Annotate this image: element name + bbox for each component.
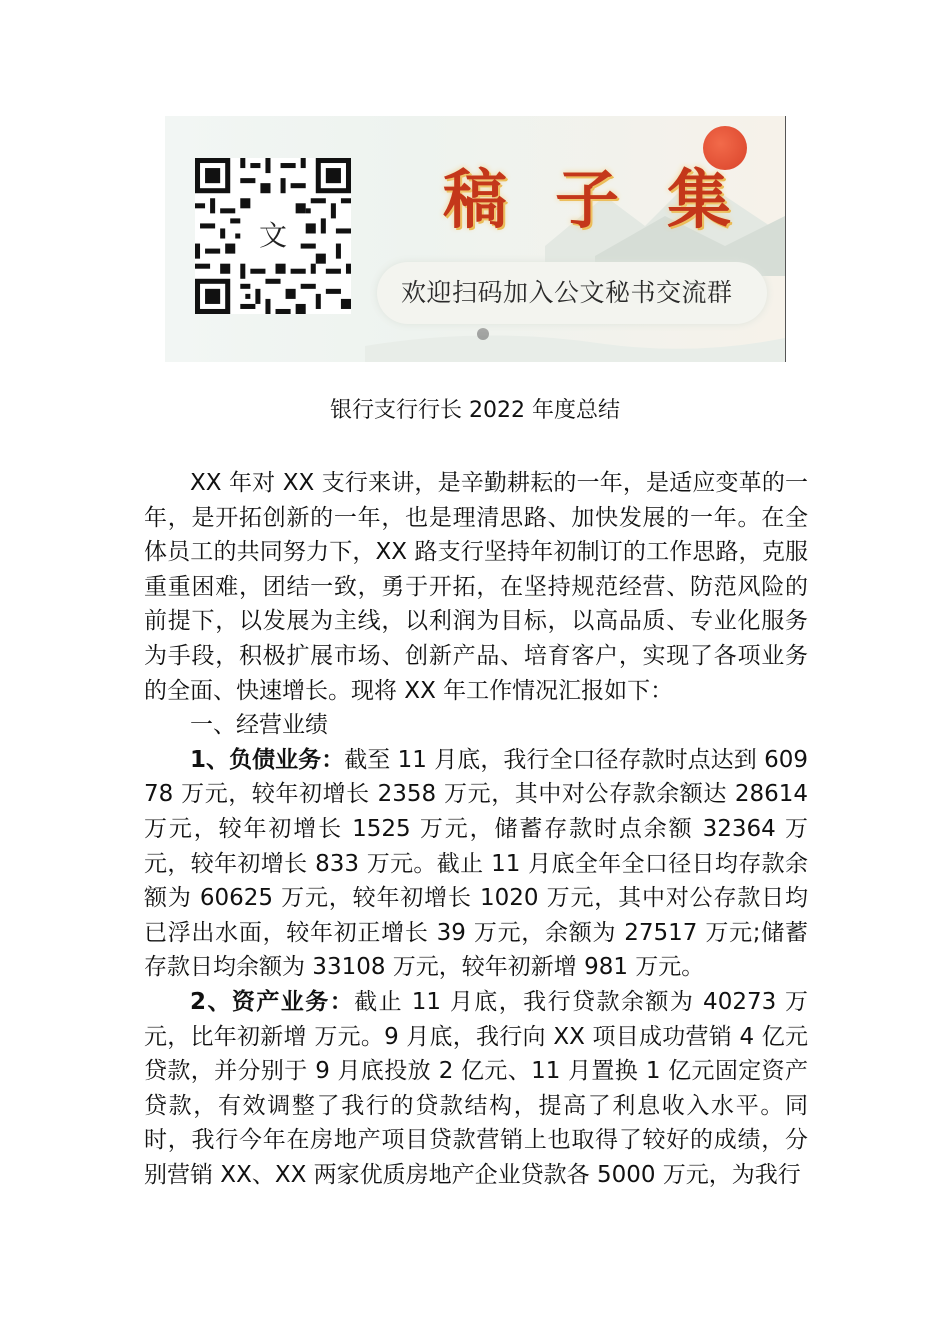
banner-slogan: 欢迎扫码加入公文秘书交流群 bbox=[401, 278, 733, 307]
banner-title bbox=[427, 140, 747, 250]
item-label: 1、负债业务： bbox=[190, 746, 345, 773]
document-title: 银行支行行长 2022 年度总结 bbox=[330, 398, 620, 423]
banner-title-char: 集 bbox=[667, 163, 731, 238]
asset-paragraph bbox=[144, 985, 808, 1193]
section-heading: 一、经营业绩 bbox=[190, 712, 328, 739]
qr-center-logo: 文 bbox=[253, 216, 293, 256]
banner-title-char: 子 bbox=[555, 163, 619, 238]
liability-paragraph bbox=[144, 743, 808, 985]
item-text: 截至 11 月底，我行全口径存款时点达到 60978 万元，较年初增长 2358 万元，其中对公存款余额达 28614 万元，较年初增长 1525 万元，储蓄存款时点余额 32364 万元，较年初增长 833 万元。截止 11 月底全年全口径日均存款余额为 60625 万元，较年初增长 1020 万元，其中对公存款日均已浮出水面，较年初正增长 39 万元，余额为 27517 万元;储蓄存款日均余额为 33108 万元，较年初新增 981 万元。 bbox=[144, 746, 808, 981]
intro-paragraph: XX 年对 XX 支行来讲，是辛勤耕耘的一年，是适应变革的一年，是开拓创新的一年，也是理清思路、加快发展的一年。在全体员工的共同努力下，XX 路支行坚持年初制订的工作思路，克服重重困难，团结一致，勇于开拓，在坚持规范经营、防范风险的前提下，以发展为主线，以利润为目标，以高品质、专业化服务为手段，积极扩展市场、创新产品、培育客户，实现了各项业务的全面、快速增长。现将 XX 年工作情况汇报如下： bbox=[144, 470, 808, 704]
item-text: 截止 11 月底，我行贷款余额为 40273 万元，比年初新增 万元。9 月底，我行向 XX 项目成功营销 4 亿元贷款，并分别于 9 月底投放 2 亿元、11 月置换 1 亿元固定资产贷款，有效调整了我行的贷款结构，提高了利息收入水平。同时，我行今年在房地产项目贷款营销上也取得了较好的成绩，分别营销 XX、XX 两家优质房地产企业贷款各 5000 万元，为我行 bbox=[144, 988, 808, 1188]
promo-banner bbox=[165, 116, 786, 362]
banner-title-char: 稿 bbox=[443, 163, 507, 238]
document-body bbox=[144, 466, 808, 1192]
item-label: 2、资产业务： bbox=[190, 988, 355, 1015]
